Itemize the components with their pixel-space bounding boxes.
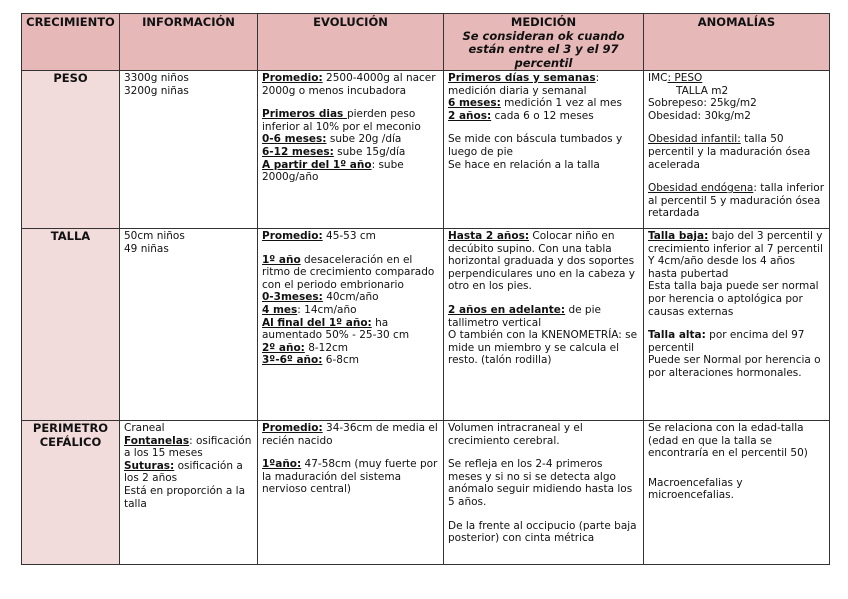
talla-1a-text: desaceleración en el ritmo de crecimiento comparado con el periodo embrionario (262, 253, 435, 291)
talla-2adelante-text: de pie tallimetro vertical (448, 303, 601, 329)
suturas-text: osificación a los 2 años (124, 459, 243, 485)
talla-4m-text: : 14cm/año (297, 303, 357, 316)
talla-hasta2-label: Hasta 2 años: (448, 230, 530, 242)
obesidad-infantil-label: Obesidad infantil: (648, 133, 741, 146)
talla-2adelante-label: 2 años en adelante: (448, 303, 566, 316)
row-label-talla: TALLA (22, 229, 120, 421)
obesidad-endogena-label: Obesidad endógena (648, 182, 754, 195)
talla-baja-text: bajo del 3 percentil y crecimiento inferior al 7 percentil (648, 230, 823, 255)
talla-2a-text: 8-12cm (304, 341, 349, 354)
row-perimetro (22, 421, 830, 565)
perimetro-evolucion (258, 421, 444, 565)
peso-prom-label: Promedio: (262, 72, 323, 84)
talla-baja-label: Talla baja: (648, 230, 709, 242)
talla-alta-normal: Puede ser Normal por herencia o por alteraciones hormonales. (648, 354, 821, 379)
peso-2a-text: cada 6 o 12 meses (491, 109, 594, 122)
peso-primeros-dias-label: Primeros dias (262, 108, 347, 121)
talla-3-6-label: 3º-6º año: (262, 354, 323, 367)
talla-baja-herencia: Esta talla baja puede ser normal por herencia o aptológica por causas externas (648, 280, 819, 318)
peso-6m-label: 6 meses: (448, 97, 501, 110)
peso-6-12-text: sube 15g/día (333, 145, 406, 158)
header-crecimiento: CRECIMIENTO (22, 14, 120, 71)
talla-evolucion (258, 229, 444, 421)
talla-alta-text: por encima del 97 percentil (648, 329, 805, 354)
talla-alta-label: Talla alta: (648, 329, 706, 342)
perimetro-frente: De la frente al occipucio (parte baja posterior) con cinta métrica (448, 519, 637, 545)
talla-baja-ritmo: Y 4cm/año desde los 4 años hasta pubertad (648, 255, 796, 280)
talla-2a-label: 2º año: (262, 341, 305, 354)
peso-primeros-dias-text: pierden peso inferior al 10% por el meconio (262, 108, 421, 133)
peso-apartir-label: A partir del 1º año (262, 158, 372, 171)
talla-info (120, 229, 258, 421)
peso-pds-label: Primeros días y semanas (448, 72, 596, 84)
talla-3-6-text: 6-8cm (322, 354, 359, 367)
peso-info (120, 71, 258, 229)
talla-0-3-text: 40cm/año (322, 291, 379, 304)
talla-4m-label: 4 mes (262, 303, 298, 316)
header-medicion-title: MEDICIÓN (510, 15, 577, 29)
imc-label: IMC (648, 72, 668, 84)
peso-incubadora: 2000g o menos incubadora (262, 84, 407, 97)
peso-prom-text: 2500-4000g al nacer (322, 72, 436, 84)
header-anomalias: ANOMALÍAS (644, 14, 830, 71)
sobrepeso: Sobrepeso: 25kg/m2 (648, 97, 757, 110)
row-peso (22, 71, 830, 229)
talla-final-label: Al final del 1º año: (262, 316, 372, 329)
talla-1a-label: 1º año (262, 253, 301, 266)
peso-relacion: Se hace en relación a la talla (448, 158, 600, 171)
fontanelas-text: : osificación a los 15 meses (124, 434, 252, 460)
peso-pds-text: : medición diaria y semanal (448, 72, 600, 97)
peso-info-ninas: 3200g niñas (124, 84, 189, 97)
peso-anomalias (644, 71, 830, 229)
obesidad-infantil-text: talla 50 percentil y la maduración ósea acelerada (648, 133, 811, 171)
talla-anomalias (644, 229, 830, 421)
perimetro-1a-text: 47-58cm (muy fuerte por la maduración del sistema nervioso central) (262, 458, 438, 496)
suturas-label: Suturas: (124, 459, 175, 472)
talla-0-3-label: 0-3meses: (262, 291, 323, 304)
row-label-perimetro: PERIMETRO CEFÁLICO (22, 421, 120, 565)
perimetro-info (120, 421, 258, 565)
imc-denominador: TALLA m2 (676, 84, 729, 97)
talla-final-text: ha aumentado 50% - 25-30 cm (262, 316, 410, 342)
perimetro-prom-text: 34-36cm de media el recién nacido (262, 422, 438, 447)
perimetro-relaciona: Se relaciona con la edad-talla (edad en que la talla se encontraría en el percentil 50) (648, 422, 808, 460)
row-label-peso: PESO (22, 71, 120, 229)
header-medicion-note: Se consideran ok cuando están entre el 3 y el 97 percentil (462, 28, 625, 70)
talla-prom-text: 45-53 cm (322, 230, 376, 242)
header-medicion (444, 14, 644, 71)
perimetro-refleja: Se refleja en los 2-4 primeros meses y si no si se detecta algo anómalo seguir midiendo hasta los 5 años. (448, 458, 633, 508)
peso-bascula: Se mide con báscula tumbados y luego de pie (448, 133, 623, 158)
obesidad-endogena-text: : talla inferior al percentil 5 y maduración ósea retardada (648, 182, 825, 220)
perimetro-anomalias (644, 421, 830, 565)
talla-info-ninas: 49 niñas (124, 242, 169, 255)
growth-table (21, 13, 830, 565)
perimetro-proporcion: Está en proporción a la talla (124, 484, 246, 510)
talla-info-ninos: 50cm niños (124, 230, 185, 242)
obesidad: Obesidad: 30kg/m2 (648, 109, 751, 122)
fontanelas-label: Fontanelas (124, 434, 190, 447)
perimetro-macro: Macroencefalias y microencefalias. (648, 476, 743, 502)
header-informacion: INFORMACIÓN (120, 14, 258, 71)
peso-apartir-text: : sube 2000g/año (262, 158, 404, 184)
imc-numerador: : PESO (667, 72, 703, 84)
talla-medicion (444, 229, 644, 421)
talla-knenometria: O también con la KNENOMETRÍA: se mide un miembro y se calcula el resto. (talón rodilla) (448, 329, 638, 367)
row-talla (22, 229, 830, 421)
perimetro-1a-label: 1ºaño: (262, 458, 302, 471)
perimetro-volumen: Volumen intracraneal y el crecimiento cerebral. (448, 422, 583, 447)
peso-info-ninos: 3300g niños (124, 72, 189, 84)
peso-medicion (444, 71, 644, 229)
peso-6m-text: medición 1 vez al mes (500, 97, 622, 110)
perimetro-craneal: Craneal (124, 422, 165, 434)
header-row (22, 14, 830, 71)
talla-hasta2-text: Colocar niño en decúbito supino. Con una tabla horizontal graduada y dos soportes perpendiculares uno en la cabeza y otro en los pies. (448, 230, 635, 293)
header-evolucion: EVOLUCIÓN (258, 14, 444, 71)
peso-6-12-label: 6-12 meses: (262, 145, 334, 158)
peso-2a-label: 2 años: (448, 109, 492, 122)
perimetro-medicion (444, 421, 644, 565)
peso-evolucion (258, 71, 444, 229)
talla-prom-label: Promedio: (262, 230, 323, 242)
perimetro-prom-label: Promedio: (262, 422, 323, 434)
peso-0-6-label: 0-6 meses: (262, 133, 327, 146)
peso-0-6-text: sube 20g /día (326, 133, 402, 146)
